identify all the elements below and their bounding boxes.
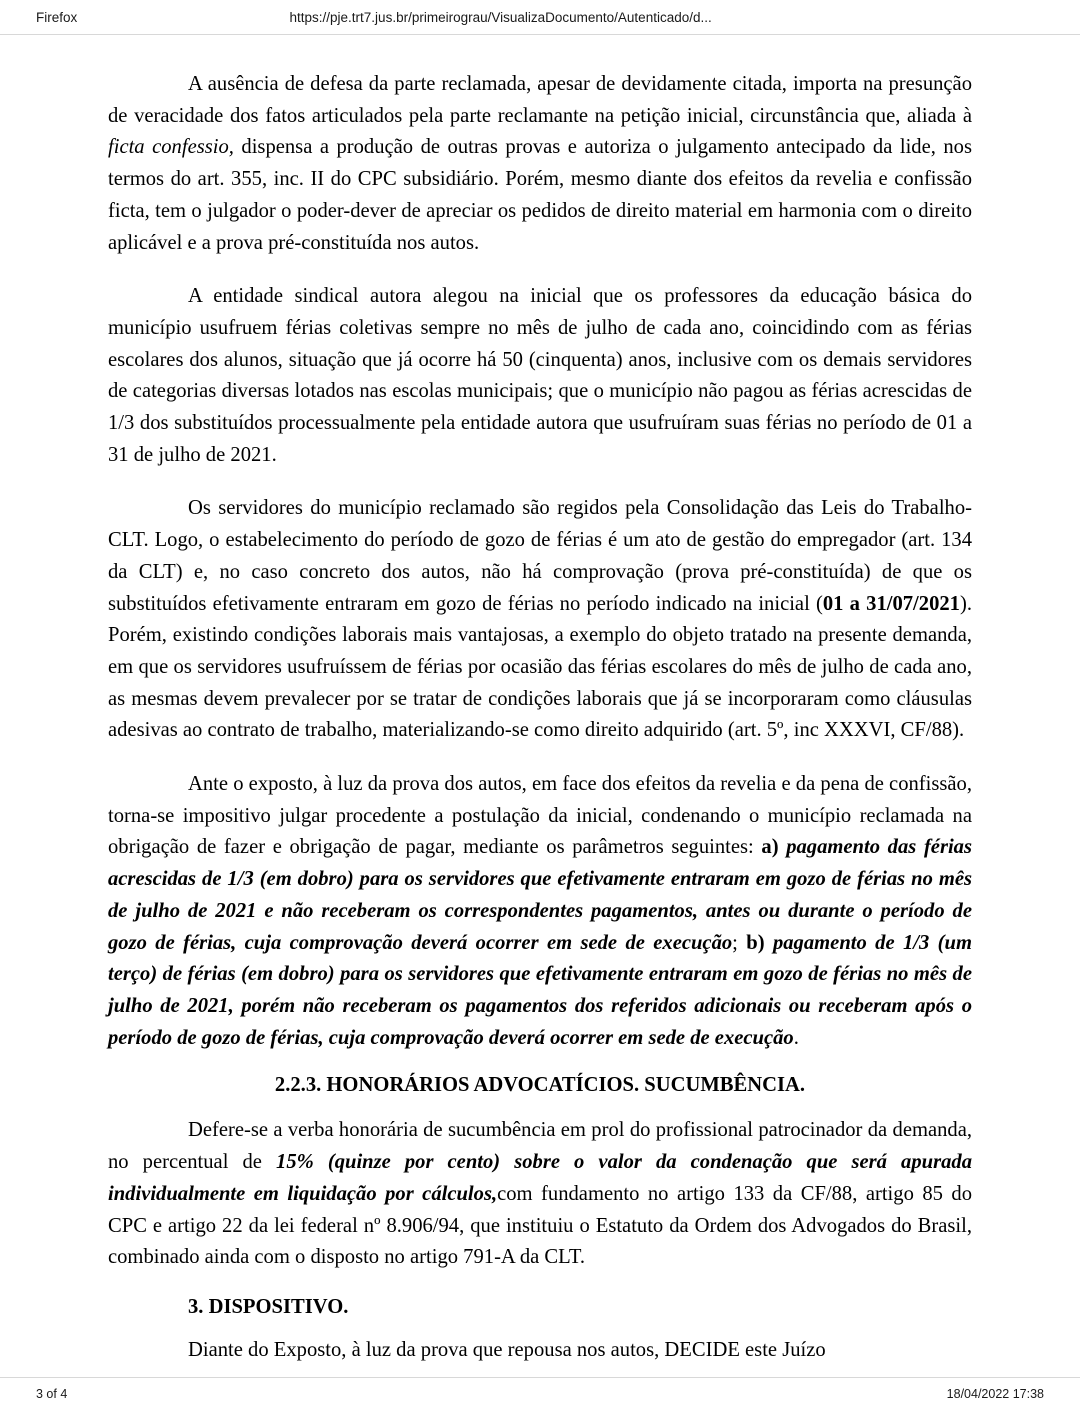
honorarios-part2: com fundamento no artigo 133 da CF/88, artigo 85 do CPC e artigo 22 da lei federal nº 8.906/94, que instituiu o Estatuto da Ordem dos Advogados do Brasil, combinado ainda com o disposto no artigo 791-A da CLT. (108, 1182, 972, 1269)
latin-term-ficta-confessio: ficta confessio, (108, 136, 234, 159)
section-heading-dispositivo: 3. DISPOSITIVO. (188, 1295, 349, 1318)
honorarios-part1: Defere-se a verba honorária de sucumbência em prol do profissional patrocinador da demanda, no percentual de (108, 1119, 972, 1174)
document-sheet (0, 34, 1080, 1378)
item-a-text: pagamento das férias acrescidas de 1/3 (em dobro) para os servidores que efetivamente entraram em gozo de férias no mês de julho de 2021 e não receberam os correspondentes pagamentos, antes ou durante o período de gozo de férias, cuja comprovação deverá ocorrer em sede de execução (108, 836, 972, 954)
highlight-period: 01 a 31/07/2021 (822, 592, 960, 615)
page-indicator: 3 of 4 (36, 1387, 68, 1401)
section-heading-honorarios: 2.2.3. HONORÁRIOS ADVOCATÍCIOS. SUCUMBÊNCIA. (274, 1074, 806, 1097)
paragraph-ante-o-exposto (108, 769, 972, 1054)
item-a-label: a) (761, 836, 779, 859)
paragraph-revelia-part2: dispensa a produção de outras provas e autoriza o julgamento antecipado da lide, nos termos do art. 355, inc. II do CPC subsidiário. Porém, mesmo diante dos efeitos da revelia e confissão ficta, tem o julgador o poder-dever de apreciar os pedidos de direito material em harmonia com o direito aplicável e a prova pré-constituída nos autos. (108, 136, 972, 254)
browser-name-label: Firefox (36, 9, 78, 25)
print-footer (0, 1378, 1080, 1418)
paragraph-honorarios (108, 1115, 972, 1274)
paragraph-dispositivo: Diante do Exposto, à luz da prova que repousa nos autos, DECIDE este Juízo (188, 1338, 826, 1361)
paragraph-revelia-part1: A ausência de defesa da parte reclamada, apesar de devidamente citada, importa na presunção de veracidade dos fatos articulados pela parte reclamante na petição inicial, circunstância que, aliada à (108, 73, 972, 127)
honorarios-percent-clause: 15% (quinze por cento) sobre o valor da condenação que será apurada individualmente em liquidação por cálculos, (108, 1151, 972, 1205)
paragraph-servidores-clt (108, 493, 972, 747)
paragraph-servidores-part1: Os servidores do município reclamado são regidos pela Consolidação das Leis do Trabalho-CLT. Logo, o estabelecimento do período de gozo de férias é um ato de gestão do empregador (art. 134 da CLT) e, no caso concreto dos autos, não há comprovação (prova pré-constituída) de que os substituídos efetivamente entraram em gozo de férias no período indicado na inicial ( (108, 497, 972, 615)
items-separator: ; (732, 931, 747, 954)
paragraph-servidores-part2: ). Porém, existindo condições laborais mais vantajosas, a exemplo do objeto tratado na presente demanda, em que os servidores usufruíssem de férias por ocasião das férias escolares do mês de julho de cada ano, as mesmas devem prevalecer por se tratar de condições laborais que já se incorporaram como cláusulas adesivas ao contrato de trabalho, materializando-se como direito adquirido (art. 5º, inc XXXVI, CF/88). (108, 592, 972, 742)
items-end-period: . (793, 1026, 799, 1049)
item-b-text: pagamento de 1/3 (um terço) de férias (em dobro) para os servidores que efetivamente entraram em gozo de férias no mês de julho de 2021, porém não receberam os pagamentos dos referidos adicionais ou receberam após o período de gozo de férias, cuja comprovação deverá ocorrer em sede de execução (108, 931, 972, 1049)
document-url-label: https://pje.trt7.jus.br/primeirograu/VisualizaDocumento/Autenticado/d... (289, 9, 712, 25)
document-body (108, 69, 972, 1367)
paragraph-entidade-sindical: A entidade sindical autora alegou na inicial que os professores da educação básica do município usufruem férias coletivas sempre no mês de julho de cada ano, coincidindo com as férias escolares dos alunos, situação que já ocorre há 50 (cinquenta) anos, inclusive com os demais servidores de categorias diversas lotados nas escolas municipais; que o município não pagou as férias acrescidas de 1/3 dos substituídos processualmente pela entidade autora que usufruíram suas férias no período de 01 a 31 de julho de 2021. (108, 285, 972, 466)
print-header (0, 0, 1080, 34)
item-b-label: b) (746, 931, 765, 954)
print-timestamp: 18/04/2022 17:38 (946, 1387, 1044, 1401)
paragraph-revelia (108, 69, 972, 259)
ante-exposto-intro: Ante o exposto, à luz da prova dos autos, em face dos efeitos da revelia e da pena de confissão, torna-se impositivo julgar procedente a postulação da inicial, condenando o município reclamada na obrigação de fazer e obrigação de pagar, mediante os parâmetros seguintes: (108, 773, 972, 859)
